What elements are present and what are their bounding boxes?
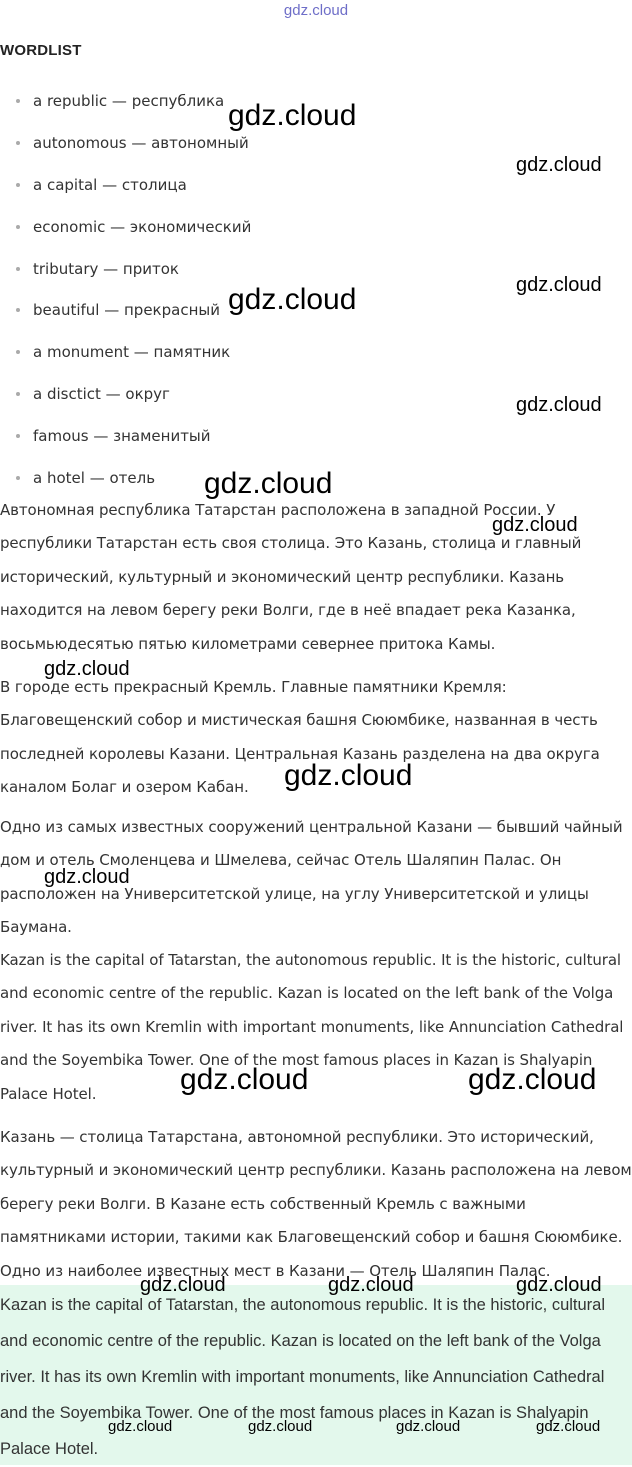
wordlist-item — [0, 172, 632, 214]
wordlist-item-text: beautiful — прекрасный — [33, 301, 220, 320]
watermark-text: gdz.cloud — [468, 1063, 597, 1096]
watermark-text: gdz.cloud — [140, 1274, 226, 1296]
watermark-text: gdz.cloud — [108, 1418, 173, 1435]
bullet-icon — [16, 225, 20, 229]
watermark-text: gdz.cloud — [284, 759, 413, 792]
answer-text: Kazan is the capital of Tatarstan, the autonomous republic. It is the historic, cultural and economic centre of the republic. Kazan is located on the left bank of the Volga river. It has its own Kremlin with important monuments, like Annunciation Cathedral and the Soyembika Tower. One of the most famous places in Kazan is Shalyapin Palace Hotel. — [0, 1296, 606, 1458]
bullet-icon — [16, 308, 20, 312]
watermark-text: gdz.cloud — [180, 1063, 309, 1096]
bullet-icon — [16, 141, 20, 145]
wordlist-item-text: famous — знаменитый — [33, 427, 211, 446]
watermark-text: gdz.cloud — [516, 1274, 602, 1296]
watermark-text: gdz.cloud — [44, 866, 130, 888]
top-watermark: gdz.cloud — [283, 2, 349, 19]
watermark-text: gdz.cloud — [44, 658, 130, 680]
watermark-text: gdz.cloud — [516, 274, 602, 296]
bullet-icon — [16, 267, 20, 271]
wordlist-item-text: autonomous — автономный — [33, 133, 249, 152]
bullet-icon — [16, 350, 20, 354]
watermark-text: gdz.cloud — [492, 514, 578, 536]
watermark-text: gdz.cloud — [396, 1418, 461, 1435]
watermark-text: gdz.cloud — [248, 1418, 313, 1435]
bullet-icon — [16, 392, 20, 396]
wordlist-item-text: a capital — столица — [33, 175, 187, 194]
watermark-text: gdz.cloud — [228, 99, 357, 132]
wordlist-item-text: economic — экономический — [33, 217, 252, 236]
watermark-text: gdz.cloud — [516, 154, 602, 176]
bullet-icon — [16, 99, 20, 103]
paragraph-ru-3: Одно из самых известных сооружений центральной Казани — бывший чайный дом и отель Смоленцева и Шмелева, сейчас Отель Шаляпин Палас. Он расположен на Университетской улице, на углу Университетской и улицы Баумана. — [0, 818, 623, 937]
watermark-text: gdz.cloud — [204, 467, 333, 500]
watermark-text: gdz.cloud — [516, 394, 602, 416]
wordlist-heading: WORDLIST — [0, 42, 82, 59]
wordlist-item — [0, 214, 632, 256]
watermark-text: gdz.cloud — [328, 1274, 414, 1296]
wordlist-item-text: tributary — приток — [33, 259, 179, 278]
wordlist-item-text: a disctict — округ — [33, 385, 170, 404]
wordlist-item-text: a hotel — отель — [33, 469, 156, 488]
bullet-icon — [16, 476, 20, 480]
answer-box — [0, 1285, 632, 1465]
wordlist-item — [0, 339, 632, 381]
bullet-icon — [16, 183, 20, 187]
watermark-text: gdz.cloud — [228, 283, 357, 316]
paragraph-en-1: Kazan is the capital of Tatarstan, the autonomous republic. It is the historic, cultural and economic centre of the republic. Kazan is located on the left bank of the Volga river. It has its own Kremlin with important monuments, like Annunciation Cathedral and the Soyembika Tower. One of the most famous places in Kazan is Shalyapin Palace Hotel. — [0, 951, 624, 1103]
paragraph-ru-2: В городе есть прекрасный Кремль. Главные памятники Кремля: Благовещенский собор и мистическая башня Сююмбике, названная в честь последней королевы Казани. Центральная Казань разделена на два округа каналом Болаг и озером Кабан. — [0, 678, 600, 797]
wordlist-item — [0, 423, 632, 465]
wordlist-item-text: a monument — памятник — [33, 343, 231, 362]
watermark-text: gdz.cloud — [536, 1418, 601, 1435]
paragraph-ru-4: Казань — столица Татарстана, автономной республики. Это исторический, культурный и экономический центр республики. Казань расположена на левом берегу реки Волги. В Казане есть собственный Кремль с важными памятниками истории, такими как Благовещенский собор и башня Сююмбике. Одно из наиболее известных мест в Казани — Отель Шаляпин Палас. — [0, 1128, 632, 1280]
wordlist-item-text: a republic — республика — [33, 92, 225, 110]
bullet-icon — [16, 434, 20, 438]
paragraph-ru-1: Автономная республика Татарстан расположена в западной России. У республики Татарстан есть своя столица. Это Казань, столица и главный исторический, культурный и экономический центр республики. Казань находится на левом берегу реки Волги, где в неё впадает река Казанка, восьмьюдесятью пятью километрами севернее притока Камы. — [0, 501, 582, 653]
